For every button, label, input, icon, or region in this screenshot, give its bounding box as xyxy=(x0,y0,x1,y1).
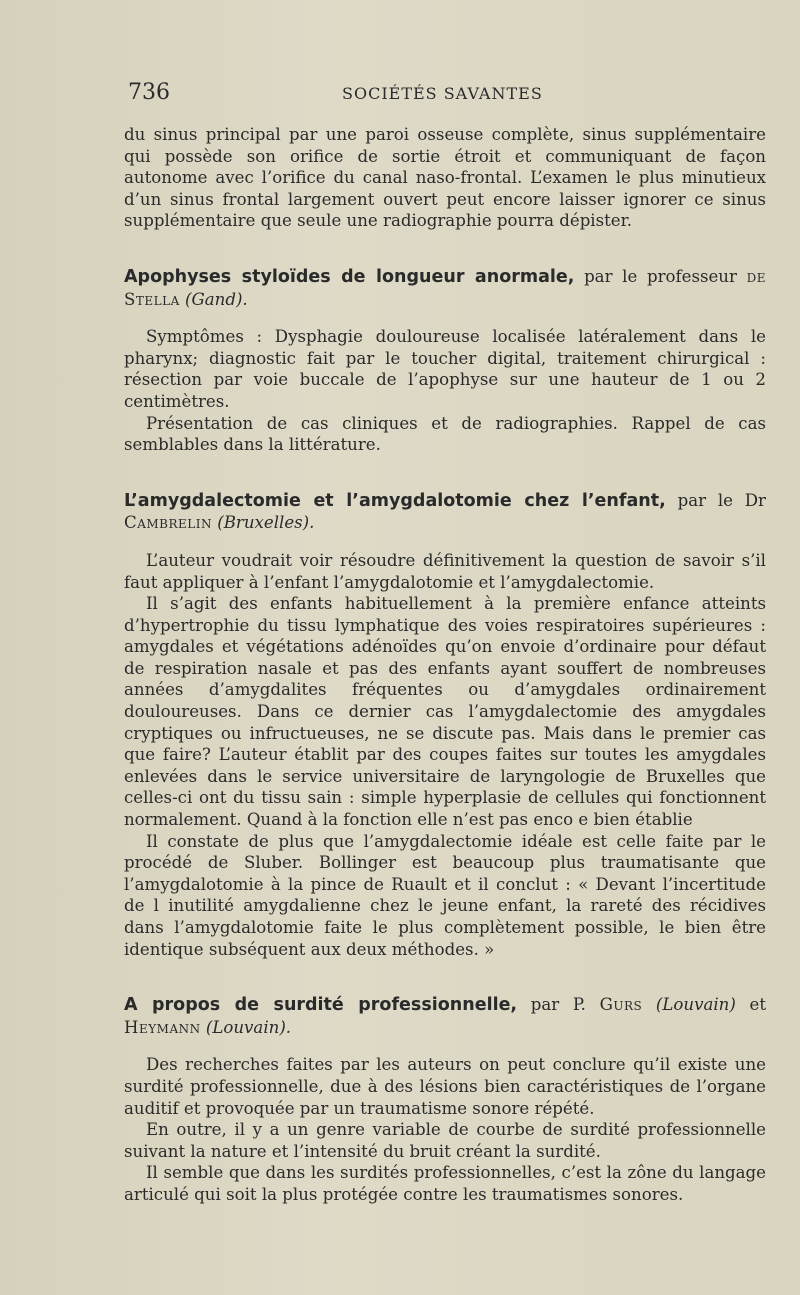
paragraph: Il constate de plus que l’amygdalectomie idéale est celle faite par le procédé de Sluber. Bollinger est beaucoup plus traumatisante que l’amygdalotomie à la pince de Ruault et il conclut : « Devant l’incertitude de l inutilité amygdalienne chez le jeune enfant, la rareté des récidives dans l’amygdalotomie faite le plus complètement possible, le bien être identique subséquent aux deux méthodes. » xyxy=(124,831,766,959)
author-place: (Louvain) xyxy=(655,995,736,1015)
intro-paragraph: du sinus principal par une paroi osseuse complète, sinus supplémentaire qui possède son orifice de sortie étroit et communiquant de façon autonome avec l’orifice du canal naso-frontal. L’examen le plus minutieux d’un sinus frontal largement ouvert peut encore laisser ignorer ce sinus supplémentaire que seule une radiographie pourra dépister. xyxy=(124,125,766,231)
page-body xyxy=(124,124,766,1206)
paragraph: Des recherches faites par les auteurs on peut conclure qu’il existe une surdité professionnelle, due à des lésions bien caractéristiques de l’organe auditif et provoquée par un traumatisme sonore répété. xyxy=(124,1055,766,1118)
byline: par le Dr xyxy=(677,490,766,510)
author-name: de Stella xyxy=(124,266,766,309)
byline: par P. xyxy=(530,995,586,1015)
author-place: (Gand). xyxy=(185,289,248,309)
paragraph: Il semble que dans les surdités professionnelles, c’est la zône du langage articulé qui soit la plus protégée contre les traumatismes sonores. xyxy=(124,1163,766,1204)
running-title: SOCIÉTÉS SAVANTES xyxy=(342,84,543,103)
article-heading-1 xyxy=(124,266,766,310)
article-title: A propos de surdité professionnelle, xyxy=(124,995,518,1016)
paragraph: En outre, il y a un genre variable de courbe de surdité professionnelle suivant la nature et l’intensité du bruit créant la surdité. xyxy=(124,1120,766,1161)
page-header xyxy=(124,80,764,114)
author-place: (Bruxelles). xyxy=(217,513,315,533)
paragraph: L’auteur voudrait voir résoudre définitivement la question de savoir s’il faut appliquer à l’enfant l’amygdalotomie et l’amygdalectomie. xyxy=(124,550,766,592)
article-heading-3 xyxy=(124,994,766,1038)
article-title: L’amygdalectomie et l’amygdalotomie chez l’enfant, xyxy=(124,490,666,511)
paragraph: Il s’agit des enfants habituellement à la première enfance atteints d’hypertrophie du tissu lymphatique des voies respiratoires supérieures : amygdales et végétations adénoïdes qu’on envoie d’ordinaire pour défaut de respiration nasale et pas des enfants ayant souffert de nombreuses années d’amygdalites fréquentes ou d’amygdales ordinairement douloureuses. Dans ce dernier cas l’amygdalectomie des amygdales cryptiques ou infructueuses, ne se discute pas. Mais dans le premier cas que faire? L’auteur établit par des coupes faites sur toutes les amygdales enlevées dans le service universitaire de laryngologie de Bruxelles que celles-ci ont du tissu sain : simple hyperplasie de cellules qui fonctionnent normalement. Quand à la fonction elle n’est pas enco e bien établie xyxy=(124,594,766,830)
article-heading-2 xyxy=(124,490,766,534)
paragraph: Symptômes : Dysphagie douloureuse localisée latéralement dans le pharynx; diagnostic fait par le toucher digital, traitement chirurgical : résection par voie buccale de l’apophyse sur une hauteur de 1 ou 2 centimètres. xyxy=(124,327,766,411)
page-number: 736 xyxy=(128,80,170,105)
paragraph: Présentation de cas cliniques et de radiographies. Rappel de cas semblables dans la littérature. xyxy=(124,413,766,455)
article-title: Apophyses styloïdes de longueur anormale, xyxy=(124,266,575,287)
conjunction: et xyxy=(749,995,766,1015)
author-name: Gurs xyxy=(599,995,643,1015)
author-name: Heymann xyxy=(124,1017,201,1037)
author-place: (Louvain). xyxy=(205,1017,292,1037)
byline: par le professeur xyxy=(584,266,737,286)
author-name: Cambrelin xyxy=(124,513,212,533)
